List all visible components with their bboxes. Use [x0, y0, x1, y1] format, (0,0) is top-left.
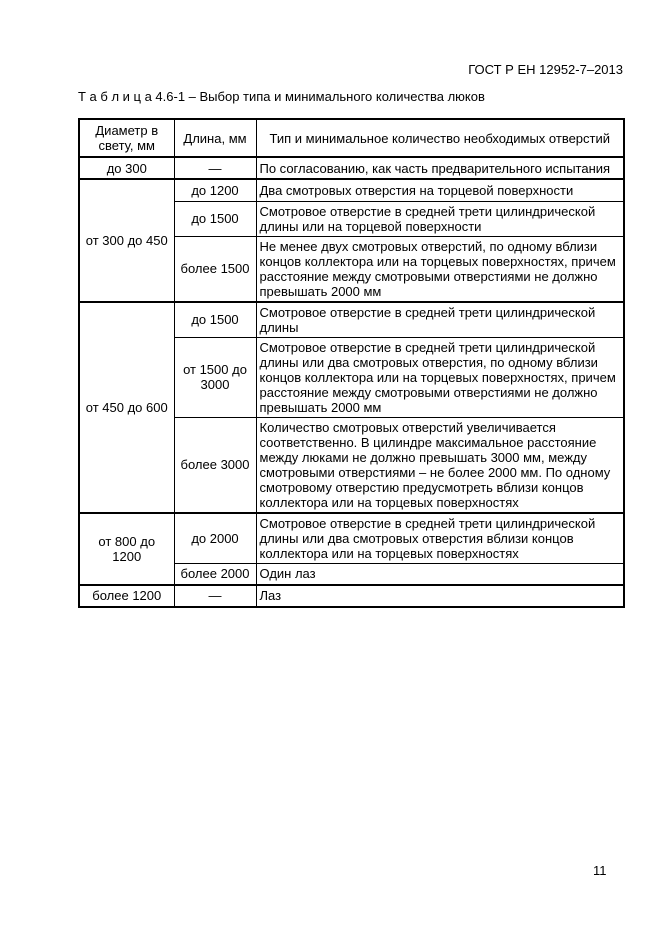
requirement-cell: Смотровое отверстие в средней трети цилиндрической длины [256, 302, 624, 338]
table-header-row [79, 119, 624, 157]
diameter-cell: от 300 до 450 [79, 179, 174, 302]
length-cell: до 1500 [174, 201, 256, 236]
requirement-cell: Лаз [256, 585, 624, 607]
diameter-cell: до 300 [79, 157, 174, 179]
length-cell: — [174, 157, 256, 179]
table-row [79, 179, 624, 201]
length-cell: до 1200 [174, 179, 256, 201]
requirement-cell: Два смотровых отверстия на торцевой поверхности [256, 179, 624, 201]
length-cell: более 2000 [174, 564, 256, 585]
table-row [79, 513, 624, 564]
requirement-cell: Смотровое отверстие в средней трети цилиндрической длины или на торцевой поверхности [256, 201, 624, 236]
table-row [79, 585, 624, 607]
length-cell: от 1500 до 3000 [174, 337, 256, 417]
requirement-cell: Смотровое отверстие в средней трети цилиндрической длины или два смотровых отверстия, по одному вблизи концов коллектора или на торцевых поверхностях, причем расстояние между смотровыми отверстиями не должно превышать 2000 мм [256, 337, 624, 417]
requirement-cell: По согласованию, как часть предварительного испытания [256, 157, 624, 179]
length-cell: более 1500 [174, 236, 256, 302]
table-row [79, 302, 624, 338]
length-cell: более 3000 [174, 417, 256, 513]
requirement-cell: Смотровое отверстие в средней трети цилиндрической длины или два смотровых отверстия вблизи концов коллектора или на торцевых поверхностях [256, 513, 624, 564]
requirement-cell: Один лаз [256, 564, 624, 585]
diameter-cell: от 450 до 600 [79, 302, 174, 513]
length-cell: до 2000 [174, 513, 256, 564]
column-header-length: Длина, мм [174, 119, 256, 157]
length-cell: до 1500 [174, 302, 256, 338]
column-header-diameter: Диаметр в свету, мм [79, 119, 174, 157]
requirement-cell: Не менее двух смотровых отверстий, по одному вблизи концов коллектора или на торцевых поверхностях, причем расстояние между смотровыми отверстиями не должно превышать 2000 мм [256, 236, 624, 302]
diameter-cell: от 800 до 1200 [79, 513, 174, 585]
document-code-header: ГОСТ Р ЕН 12952-7–2013 [468, 62, 623, 77]
table-caption: Т а б л и ц а 4.6-1 – Выбор типа и минимального количества люков [78, 89, 485, 104]
column-header-requirement: Тип и минимальное количество необходимых отверстий [256, 119, 624, 157]
diameter-cell: более 1200 [79, 585, 174, 607]
manhole-selection-table [78, 118, 625, 608]
page-number: 11 [593, 863, 607, 878]
length-cell: — [174, 585, 256, 607]
table-row [79, 157, 624, 179]
requirement-cell: Количество смотровых отверстий увеличивается соответственно. В цилиндре максимальное расстояние между люками не должно превышать 3000 мм, между смотровыми отверстиями – не более 2000 мм. По одному смотровому отверстию предусмотреть вблизи концов коллектора или на торцевых поверхностях [256, 417, 624, 513]
